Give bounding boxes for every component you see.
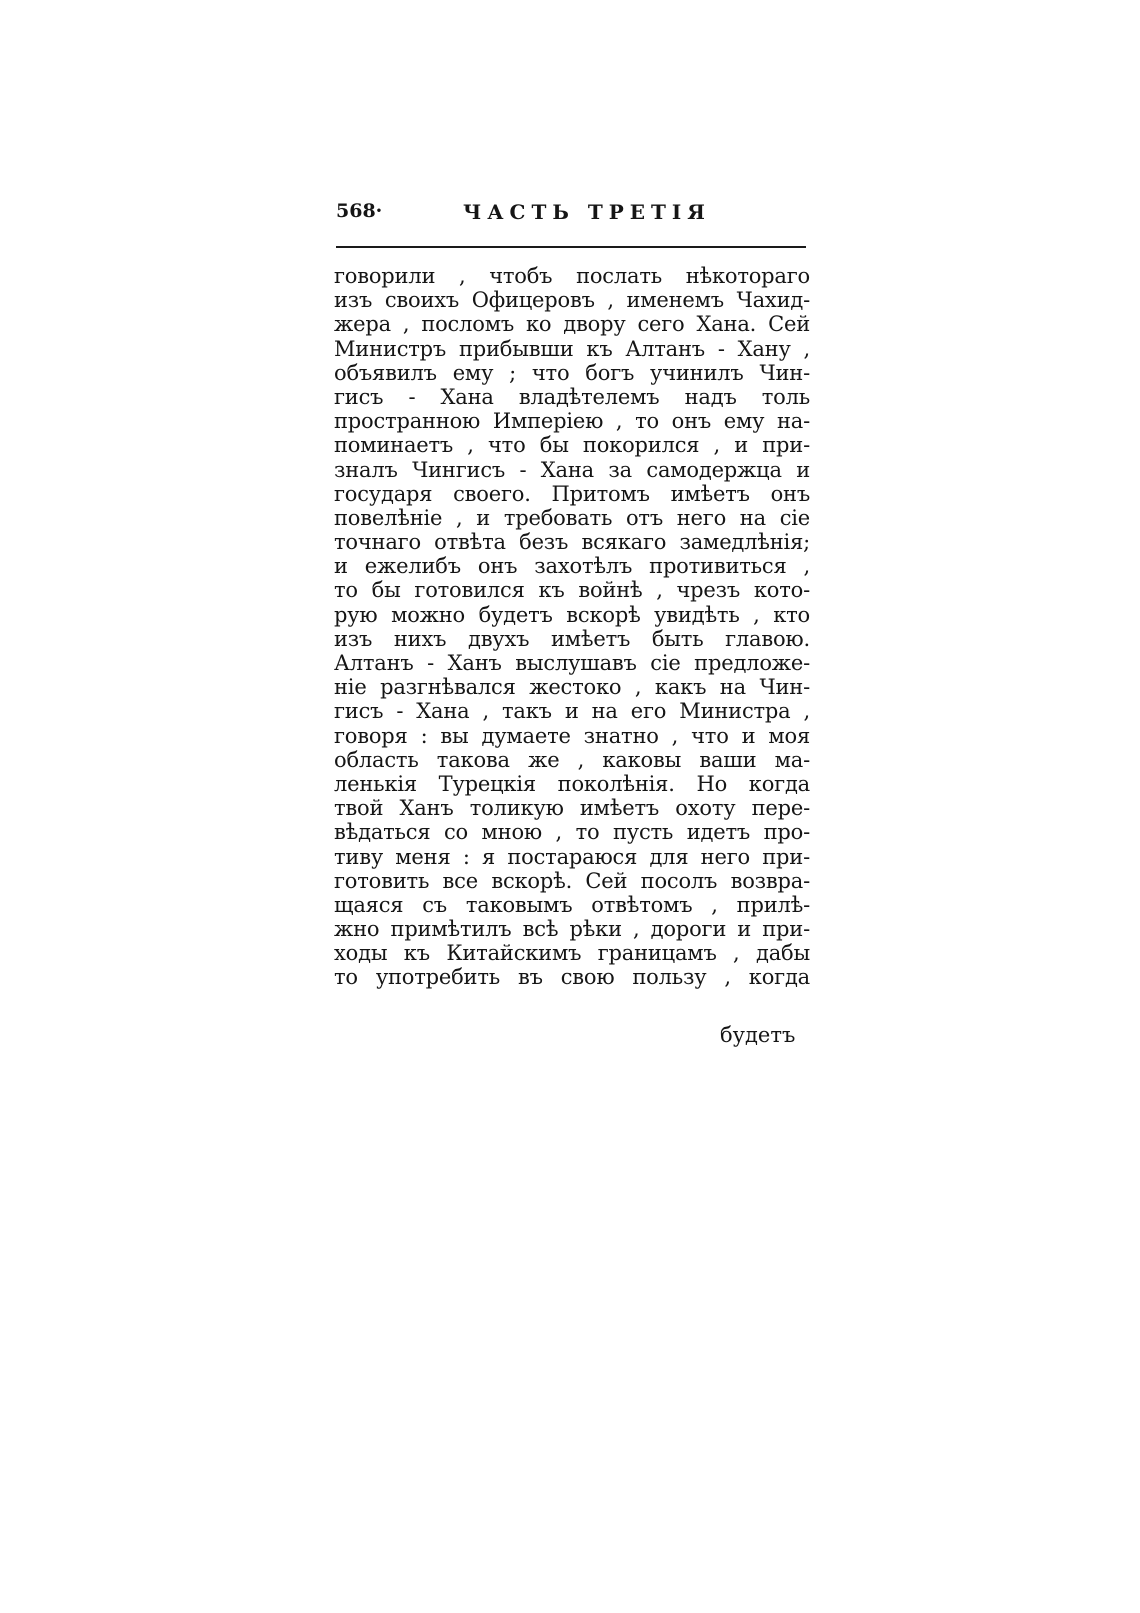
text-line: объявилъ ему ; что богъ учинилъ Чин- [334, 360, 810, 385]
text-line: ніе разгнѣвался жестоко , какъ на Чин- [334, 675, 810, 700]
text-line: область такова же , каковы ваши ма- [334, 747, 810, 772]
page-header [336, 200, 806, 230]
page-number: 568· [336, 200, 383, 222]
text-line: зналъ Чингисъ - Хана за самодержца и [334, 457, 810, 482]
text-line: готовить все вскорѣ. Сей посолъ возвра- [334, 868, 810, 893]
text-line: тиву меня : я постараюся для него при- [334, 844, 810, 869]
text-line: ходы къ Китайскимъ границамъ , дабы [334, 941, 810, 966]
text-line: государя своего. Притомъ имѣетъ онъ [334, 481, 810, 506]
text-line: то употребить въ свою пользу , когда [334, 965, 810, 990]
text-line: жно примѣтилъ всѣ рѣки , дороги и при- [334, 917, 810, 942]
text-line: жера , посломъ ко двору сего Хана. Сей [334, 312, 810, 337]
text-line: гисъ - Хана , такъ и на его Министра , [334, 699, 810, 724]
text-line: пространною Имперіею , то онъ ему на- [334, 409, 810, 434]
text-line: изъ нихъ двухъ имѣетъ быть главою. [334, 626, 810, 651]
text-line: щаяся съ таковымъ отвѣтомъ , прилѣ- [334, 892, 810, 917]
text-line: вѣдаться со мною , то пусть идетъ про- [334, 820, 810, 845]
text-line: поминаетъ , что бы покорился , и при- [334, 433, 810, 458]
text-line: ленькія Турецкія поколѣнія. Но когда [334, 771, 810, 796]
text-line: повелѣніе , и требовать отъ него на сіе [334, 505, 810, 530]
text-line: твой Ханъ толикую имѣетъ охоту пере- [334, 796, 810, 821]
text-line: говоря : вы думаете знатно , что и моя [334, 723, 810, 748]
text-line: говорили , чтобъ послать нѣкотораго [334, 264, 810, 288]
text-line: гисъ - Хана владѣтелемъ надъ толь [334, 384, 810, 409]
text-line: точнаго отвѣта безъ всякаго замедлѣнія; [334, 530, 810, 555]
catchword: будетъ [720, 1023, 796, 1047]
text-line: изъ своихъ Офицеровъ , именемъ Чахид- [334, 288, 810, 313]
text-line: рую можно будетъ вскорѣ увидѣть , кто [334, 602, 810, 627]
text-line: и ежелибъ онъ захотѣлъ противиться , [334, 554, 810, 579]
text-line: то бы готовился къ войнѣ , чрезъ кото- [334, 578, 810, 603]
body-text [334, 264, 810, 990]
text-line: Министръ прибывши къ Алтанъ - Хану , [334, 336, 810, 361]
running-title: ЧАСТЬ ТРЕТІЯ [463, 200, 711, 224]
text-line: Алтанъ - Ханъ выслушавъ сіе предложе- [334, 651, 810, 675]
header-rule [336, 246, 806, 248]
